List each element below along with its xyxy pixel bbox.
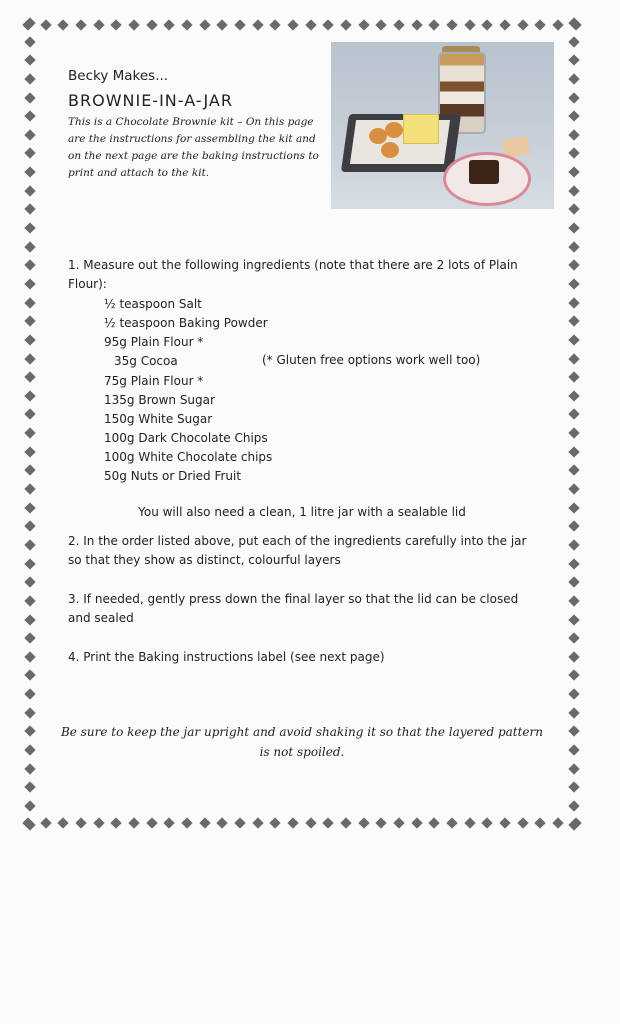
diamond-ornament <box>24 819 35 830</box>
diamond-ornament <box>234 19 245 30</box>
ingredient-item: 150g White Sugar <box>104 412 213 426</box>
diamond-ornament <box>24 148 35 159</box>
diamond-ornament <box>393 817 404 828</box>
diamond-ornament <box>411 19 422 30</box>
diamond-border-left <box>24 19 36 829</box>
diamond-ornament <box>568 446 579 457</box>
diamond-ornament <box>568 651 579 662</box>
diamond-ornament <box>568 409 579 420</box>
diamond-ornament <box>199 817 210 828</box>
diamond-ornament <box>568 782 579 793</box>
diamond-ornament <box>568 539 579 550</box>
butter-block <box>403 114 439 144</box>
diamond-ornament <box>24 353 35 364</box>
diamond-ornament <box>568 688 579 699</box>
diamond-ornament <box>568 334 579 345</box>
diamond-ornament <box>568 222 579 233</box>
diamond-ornament <box>517 19 528 30</box>
diamond-ornament <box>568 241 579 252</box>
diamond-ornament <box>24 222 35 233</box>
diamond-ornament <box>568 73 579 84</box>
diamond-ornament <box>517 817 528 828</box>
diamond-ornament <box>568 92 579 103</box>
diamond-ornament <box>24 92 35 103</box>
step-2-text: 2. In the order listed above, put each of the ingredients carefully into the jar so that they show as distinct, colourful layers <box>68 534 527 567</box>
page-title: BROWNIE-IN-A-JAR <box>68 91 233 110</box>
diamond-ornament <box>24 800 35 811</box>
diamond-ornament <box>568 17 579 28</box>
diamond-ornament <box>24 446 35 457</box>
diamond-ornament <box>568 129 579 140</box>
diamond-ornament <box>446 19 457 30</box>
diamond-ornament <box>323 19 334 30</box>
diamond-ornament <box>40 19 51 30</box>
diamond-ornament <box>24 334 35 345</box>
diamond-ornament <box>568 297 579 308</box>
diamond-ornament <box>305 817 316 828</box>
diamond-ornament <box>24 17 35 28</box>
ingredient-item: 100g White Chocolate chips <box>104 450 273 464</box>
diamond-ornament <box>568 800 579 811</box>
diamond-ornament <box>24 763 35 774</box>
diamond-ornament <box>252 817 263 828</box>
diamond-ornament <box>535 19 546 30</box>
diamond-ornament <box>568 260 579 271</box>
diamond-ornament <box>93 19 104 30</box>
diamond-ornament <box>75 817 86 828</box>
diamond-ornament <box>146 19 157 30</box>
diamond-ornament <box>24 521 35 532</box>
diamond-ornament <box>464 817 475 828</box>
diamond-ornament <box>568 278 579 289</box>
diamond-ornament <box>199 19 210 30</box>
step-1-text: 1. Measure out the following ingredients (note that there are 2 lots of Plain Flour): <box>68 258 518 291</box>
step-3-text: 3. If needed, gently press down the final layer so that the lid can be closed and sealed <box>68 592 519 625</box>
diamond-ornament <box>217 19 228 30</box>
diamond-ornament <box>128 19 139 30</box>
diamond-ornament <box>568 558 579 569</box>
diamond-ornament <box>568 390 579 401</box>
diamond-ornament <box>568 744 579 755</box>
brownie-kit-photo <box>331 42 554 209</box>
diamond-ornament <box>164 19 175 30</box>
diamond-ornament <box>24 726 35 737</box>
diamond-ornament <box>111 19 122 30</box>
diamond-ornament <box>376 817 387 828</box>
diamond-ornament <box>217 817 228 828</box>
ingredient-item: 35g Cocoa <box>114 354 178 368</box>
diamond-ornament <box>128 817 139 828</box>
diamond-ornament <box>568 614 579 625</box>
closing-note: Be sure to keep the jar upright and avoid shaking it so that the layered pattern is not spoiled. <box>60 725 543 759</box>
diamond-ornament <box>568 166 579 177</box>
diamond-ornament <box>411 817 422 828</box>
diamond-ornament <box>146 817 157 828</box>
diamond-ornament <box>568 707 579 718</box>
ingredient-item: 100g Dark Chocolate Chips <box>104 431 268 445</box>
diamond-ornament <box>24 577 35 588</box>
diamond-ornament <box>568 427 579 438</box>
diamond-ornament <box>24 36 35 47</box>
diamond-ornament <box>164 817 175 828</box>
diamond-ornament <box>287 19 298 30</box>
diamond-ornament <box>24 73 35 84</box>
diamond-ornament <box>568 372 579 383</box>
diamond-ornament <box>24 744 35 755</box>
diamond-ornament <box>93 817 104 828</box>
diamond-ornament <box>252 19 263 30</box>
diamond-ornament <box>24 111 35 122</box>
diamond-ornament <box>24 707 35 718</box>
diamond-ornament <box>111 817 122 828</box>
brownie <box>469 160 499 184</box>
ingredient-item: 50g Nuts or Dried Fruit <box>104 469 242 483</box>
diamond-ornament <box>270 817 281 828</box>
diamond-ornament <box>270 19 281 30</box>
diamond-ornament <box>24 241 35 252</box>
diamond-ornament <box>24 782 35 793</box>
diamond-ornament <box>58 817 69 828</box>
diamond-ornament <box>446 817 457 828</box>
diamond-ornament <box>24 688 35 699</box>
ingredient-item: ½ teaspoon Salt <box>104 297 202 311</box>
diamond-ornament <box>358 19 369 30</box>
diamond-ornament <box>24 409 35 420</box>
diamond-ornament <box>24 670 35 681</box>
diamond-ornament <box>568 483 579 494</box>
diamond-ornament <box>464 19 475 30</box>
diamond-ornament <box>181 19 192 30</box>
diamond-ornament <box>568 55 579 66</box>
diamond-ornament <box>287 817 298 828</box>
diamond-ornament <box>568 204 579 215</box>
diamond-ornament <box>323 817 334 828</box>
ingredient-item: 95g Plain Flour * <box>104 335 204 349</box>
diamond-ornament <box>358 817 369 828</box>
diamond-ornament <box>58 19 69 30</box>
diamond-ornament <box>552 817 563 828</box>
diamond-ornament <box>24 278 35 289</box>
diamond-ornament <box>24 632 35 643</box>
diamond-ornament <box>24 614 35 625</box>
diamond-ornament <box>24 465 35 476</box>
intro-text: This is a Chocolate Brownie kit – On this page are the instructions for assembling the kit and on the next page are the baking instructions to print and attach to the kit. <box>68 116 319 179</box>
diamond-ornament <box>499 19 510 30</box>
diamond-ornament <box>429 19 440 30</box>
diamond-ornament <box>568 595 579 606</box>
diamond-ornament <box>568 819 579 830</box>
diamond-border-right <box>568 19 580 829</box>
diamond-ornament <box>24 558 35 569</box>
diamond-ornament <box>568 577 579 588</box>
diamond-ornament <box>568 148 579 159</box>
diamond-ornament <box>568 465 579 476</box>
diamond-ornament <box>24 129 35 140</box>
diamond-ornament <box>482 817 493 828</box>
diamond-ornament <box>552 19 563 30</box>
egg <box>381 142 399 158</box>
diamond-ornament <box>568 316 579 327</box>
step-4-text: 4. Print the Baking instructions label (see next page) <box>68 650 385 664</box>
diamond-ornament <box>24 166 35 177</box>
ingredient-item: 75g Plain Flour * <box>104 374 204 388</box>
diamond-ornament <box>568 726 579 737</box>
diamond-ornament <box>305 19 316 30</box>
diamond-ornament <box>24 427 35 438</box>
diamond-ornament <box>181 817 192 828</box>
diamond-ornament <box>376 19 387 30</box>
author-heading: Becky Makes... <box>68 68 169 84</box>
diamond-ornament <box>24 260 35 271</box>
diamond-ornament <box>393 19 404 30</box>
diamond-ornament <box>568 670 579 681</box>
ingredient-item: ½ teaspoon Baking Powder <box>104 316 268 330</box>
diamond-ornament <box>24 204 35 215</box>
diamond-ornament <box>568 36 579 47</box>
diamond-ornament <box>24 651 35 662</box>
diamond-ornament <box>340 19 351 30</box>
diamond-ornament <box>24 297 35 308</box>
diamond-ornament <box>24 55 35 66</box>
diamond-ornament <box>568 763 579 774</box>
egg <box>385 122 403 138</box>
diamond-ornament <box>429 817 440 828</box>
jar-requirement: You will also need a clean, 1 litre jar with a sealable lid <box>138 505 466 519</box>
diamond-ornament <box>24 372 35 383</box>
diamond-ornament <box>340 817 351 828</box>
diamond-border-top <box>24 19 580 31</box>
diamond-border-bottom <box>24 817 580 829</box>
diamond-ornament <box>568 632 579 643</box>
diamond-ornament <box>568 111 579 122</box>
diamond-ornament <box>24 390 35 401</box>
diamond-ornament <box>499 817 510 828</box>
diamond-ornament <box>568 353 579 364</box>
diamond-ornament <box>24 316 35 327</box>
gluten-free-note: (* Gluten free options work well too) <box>262 353 481 367</box>
ingredient-item: 135g Brown Sugar <box>104 393 215 407</box>
diamond-ornament <box>24 539 35 550</box>
diamond-ornament <box>24 595 35 606</box>
diamond-ornament <box>568 521 579 532</box>
diamond-ornament <box>40 817 51 828</box>
diamond-ornament <box>24 185 35 196</box>
diamond-ornament <box>75 19 86 30</box>
diamond-ornament <box>24 483 35 494</box>
diamond-ornament <box>535 817 546 828</box>
diamond-ornament <box>234 817 245 828</box>
diamond-ornament <box>568 185 579 196</box>
diamond-ornament <box>482 19 493 30</box>
